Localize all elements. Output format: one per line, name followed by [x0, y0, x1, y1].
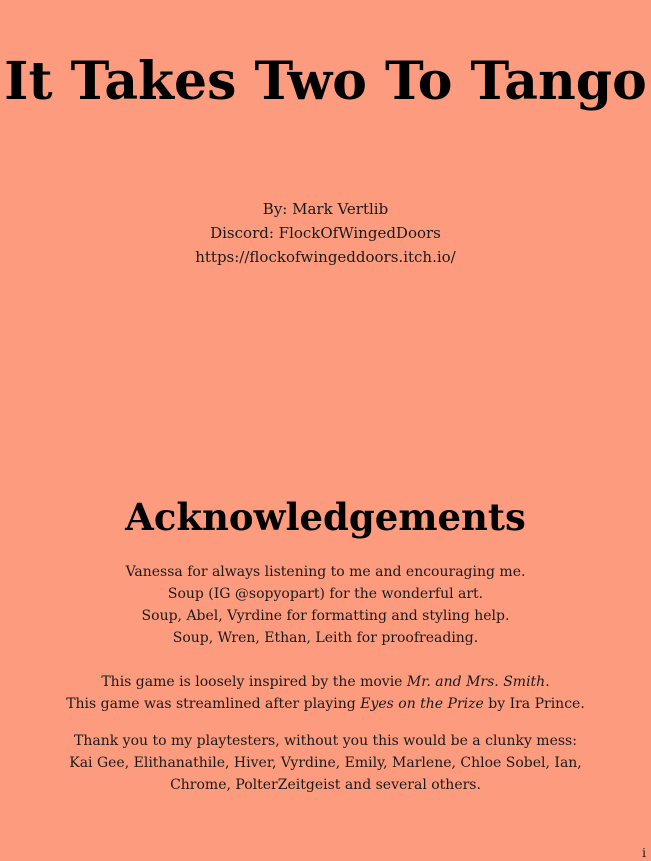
thanks-list [0, 561, 651, 649]
title-text: It Takes Two To Tango [4, 51, 647, 112]
inspiration-paragraph [0, 671, 651, 715]
playtesters-line: Thank you to my playtesters, without you this would be a clunky mess: [74, 733, 577, 749]
inspiration-line-2 [0, 693, 651, 715]
page-number: i [642, 846, 646, 860]
inspiration-suffix: by Ira Prince. [483, 696, 585, 712]
thanks-line: Soup (IG @sopyopart) for the wonderful art. [167, 586, 484, 602]
inspiration-prefix: This game was streamlined after playing [66, 696, 361, 712]
game-title: Eyes on the Prize [360, 696, 484, 712]
playtesters-line: Kai Gee, Elithanathile, Hiver, Vyrdine, Emily, Marlene, Chloe Sobel, Ian, [69, 755, 582, 771]
page-title [0, 42, 651, 122]
thanks-line: Soup, Abel, Vyrdine for formatting and styling help. [141, 608, 510, 624]
website-link[interactable]: https://flockofwingeddoors.itch.io/ [195, 248, 456, 266]
thanks-line: Soup, Wren, Ethan, Leith for proofreading. [172, 630, 479, 646]
byline [0, 197, 651, 269]
inspiration-prefix: This game is loosely inspired by the movie [101, 674, 407, 690]
thanks-line: Vanessa for always listening to me and encouraging me. [125, 564, 526, 580]
discord-line: Discord: FlockOfWingedDoors [210, 224, 441, 242]
movie-title: Mr. and Mrs. Smith [406, 674, 546, 690]
inspiration-suffix: . [545, 674, 550, 690]
acknowledgements-heading: Acknowledgements [125, 495, 526, 539]
author-line: By: Mark Vertlib [262, 200, 389, 218]
playtesters-paragraph [0, 730, 651, 796]
inspiration-line-1 [0, 671, 651, 693]
playtesters-line: Chrome, PolterZeitgeist and several others. [170, 777, 481, 793]
